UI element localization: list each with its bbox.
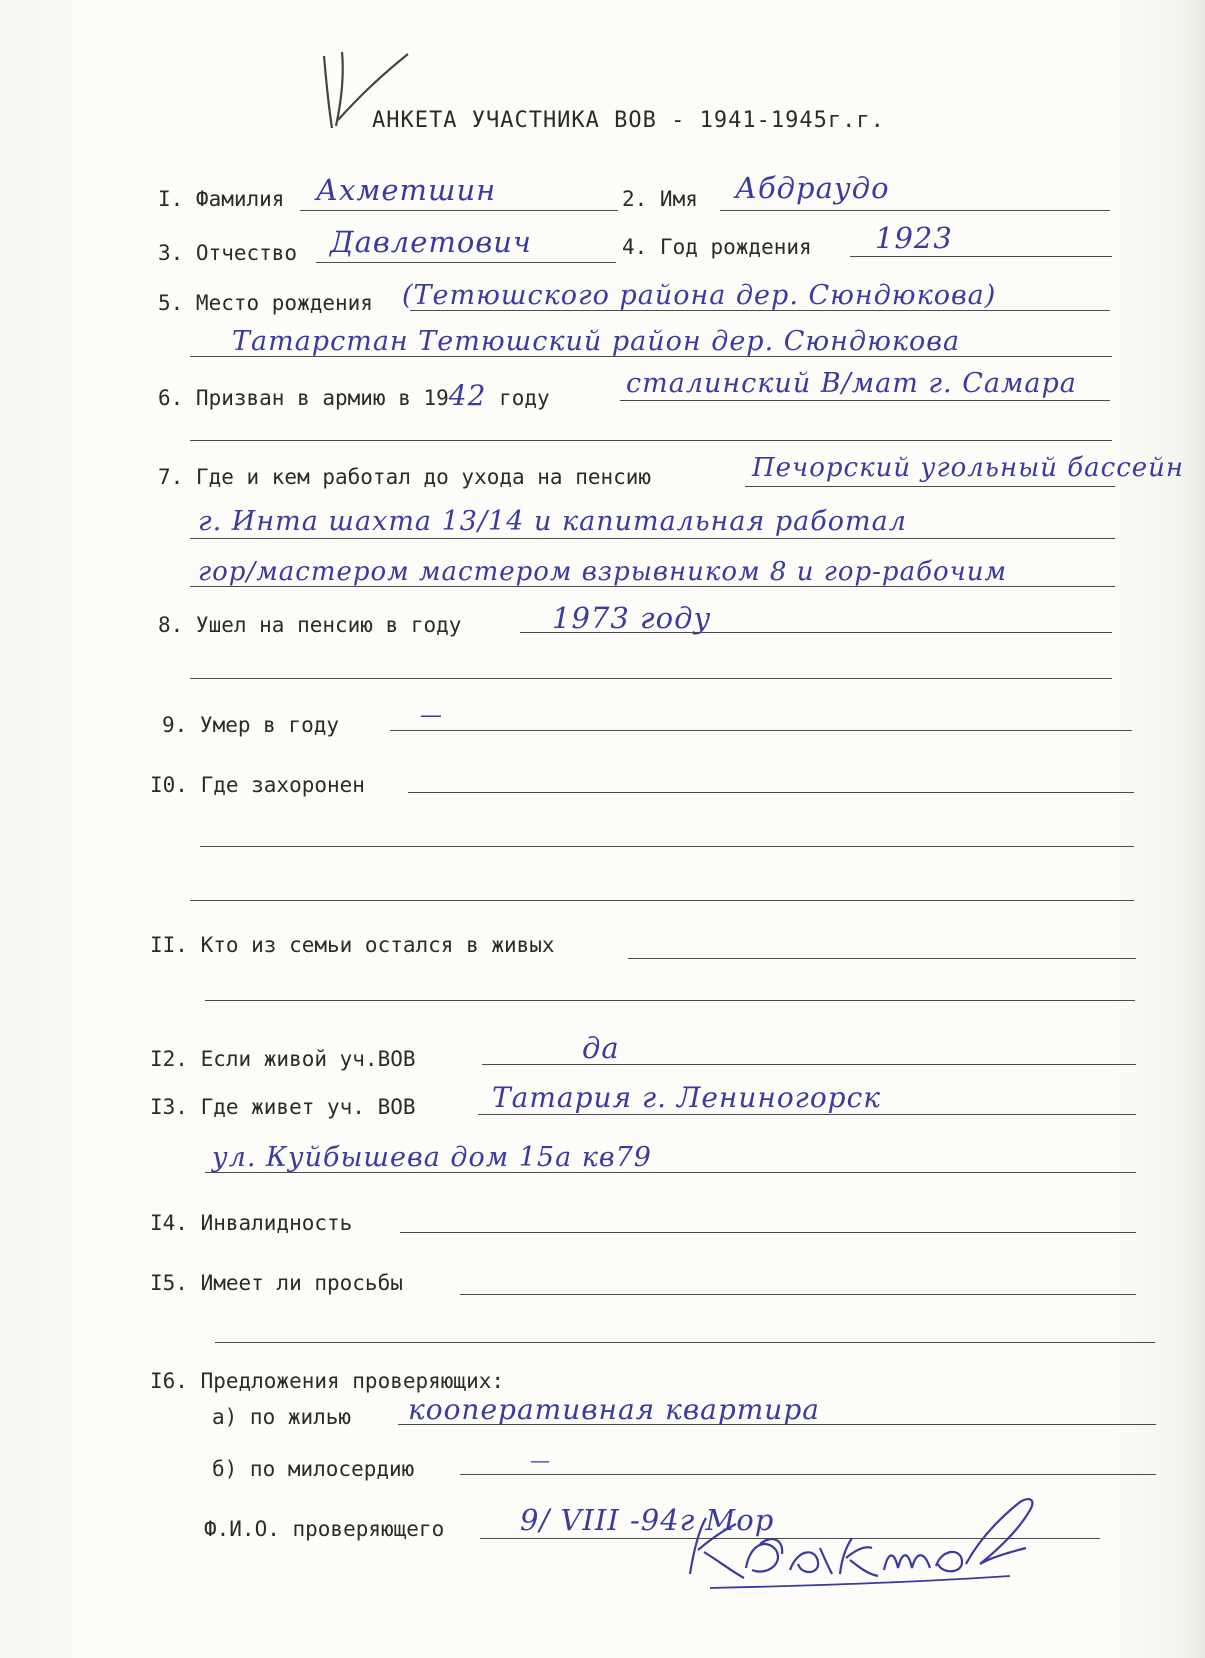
retirement-value: 1973 году [552, 601, 712, 635]
residence-label: I3. Где живет уч. ВОВ [150, 1095, 416, 1119]
signature-icon [680, 1478, 1060, 1598]
residence-underline-2 [205, 1172, 1136, 1173]
patronymic-label: 3. Отчество [158, 241, 298, 265]
conscription-value: сталинский В/мат г. Самара [626, 368, 1077, 399]
name-underline [720, 210, 1110, 211]
residence-value-2: ул. Куйбышева дом 15а кв79 [212, 1142, 652, 1173]
family-underline-1 [628, 958, 1136, 959]
surname-label: I. Фамилия [158, 187, 285, 211]
family-label: II. Кто из семьи остался в живых [150, 933, 555, 957]
retirement-underline-1 [520, 632, 1112, 633]
retirement-underline-2 [190, 678, 1112, 679]
name-value: Абдраудо [735, 171, 890, 205]
birthplace-value-2: Татарстан Тетюшский район дер. Сюндюкова [232, 326, 961, 357]
patronymic-underline [316, 262, 616, 263]
conscription-label-a: 6. Призван в армию в 1942 году [158, 379, 550, 412]
residence-value-1: Татария г. Лениногорск [492, 1081, 882, 1114]
residence-underline-1 [478, 1114, 1136, 1115]
birth-year-label: 4. Год рождения [622, 235, 812, 259]
alive-value: да [582, 1031, 620, 1065]
alive-underline [482, 1064, 1136, 1065]
conscription-underline-2 [190, 440, 1112, 441]
conscription-underline-1 [620, 400, 1110, 401]
retirement-label: 8. Ушел на пенсию в году [158, 613, 462, 637]
page-edge [1187, 0, 1205, 1658]
charity-value: — [530, 1448, 551, 1472]
inspector-value: 9/ VIII -94г Мор [520, 1503, 775, 1537]
patronymic-value: Давлетович [330, 225, 532, 259]
housing-underline [398, 1424, 1156, 1425]
inspector-label: Ф.И.О. проверяющего [204, 1517, 445, 1541]
requests-underline-2 [215, 1342, 1155, 1343]
birth-year-underline [850, 256, 1112, 257]
death-year-value: — [420, 703, 443, 728]
death-year-label: 9. Умер в году [162, 713, 340, 737]
surname-underline [300, 210, 618, 211]
work-underline-2 [190, 538, 1115, 539]
requests-underline-1 [460, 1294, 1136, 1295]
charity-label: б) по милосердию [212, 1457, 415, 1481]
work-underline-3 [190, 586, 1115, 587]
work-label: 7. Где и кем работал до ухода на пенсию [158, 465, 652, 489]
disability-underline [400, 1232, 1136, 1233]
proposals-label: I6. Предложения проверяющих: [150, 1369, 505, 1393]
surname-value: Ахметшин [316, 173, 497, 207]
charity-underline [460, 1474, 1156, 1475]
birthplace-underline-2 [190, 356, 1112, 357]
disability-label: I4. Инвалидность [150, 1211, 353, 1235]
family-underline-2 [205, 1000, 1135, 1001]
alive-label: I2. Если живой уч.ВОВ [150, 1047, 416, 1071]
page-title: АНКЕТА УЧАСТНИКА ВОВ - 1941-1945г.г. [372, 108, 885, 133]
burial-label: I0. Где захоронен [150, 773, 365, 797]
housing-label: а) по жилью [212, 1405, 352, 1429]
conscription-year: 42 [448, 379, 487, 412]
burial-underline-3 [190, 900, 1134, 901]
burial-underline-1 [408, 792, 1134, 793]
burial-underline-2 [200, 846, 1134, 847]
birthplace-underline-1 [410, 310, 1110, 311]
birthplace-label: 5. Место рождения [158, 291, 373, 315]
birth-year-value: 1923 [875, 221, 953, 255]
birthplace-value-1: (Тетюшского района дер. Сюндюкова) [402, 280, 997, 311]
work-value-2: г. Инта шахта 13/14 и капитальная работал [198, 506, 907, 537]
work-underline-1 [745, 486, 1115, 487]
death-year-underline [390, 730, 1132, 731]
work-value-1: Печорский угольный бассейн [752, 453, 1185, 483]
name-label: 2. Имя [622, 187, 698, 211]
work-value-3: гор/мастером мастером взрывником 8 и гор-рабочим [198, 557, 1008, 587]
housing-value: кооперативная квартира [408, 1393, 820, 1426]
requests-label: I5. Имеет ли просьбы [150, 1271, 403, 1295]
